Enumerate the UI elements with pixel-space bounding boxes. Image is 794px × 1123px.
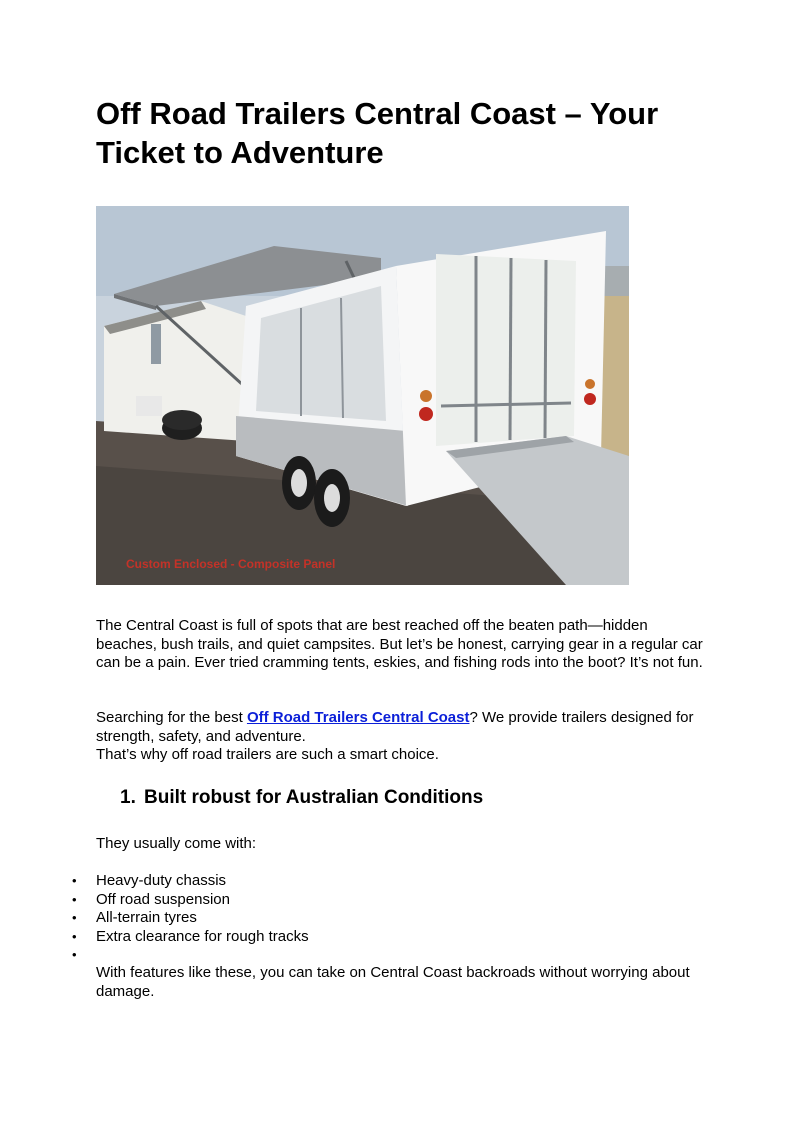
closing-paragraph: With features like these, you can take on Central Coast backroads without worrying about damage.: [96, 964, 690, 1000]
bullet-icon: •: [72, 910, 77, 925]
list-item-text: Extra clearance for rough tracks: [96, 927, 309, 945]
list-item: [0, 872, 700, 891]
intro-paragraph: The Central Coast is full of spots that are best reached off the beaten path—hidden beaches, bush trails, and quiet campsites. But let’s be honest, carrying gear in a regular car can be a pain. Ever tried cramming tents, eskies, and fishing rods into the boot? It’s not fun.: [96, 617, 703, 671]
bullet-icon: •: [72, 891, 77, 907]
search-prefix: Searching for the best: [96, 709, 247, 726]
off-road-trailers-link[interactable]: Off Road Trailers Central Coast: [246, 709, 470, 726]
feature-list: [0, 872, 700, 965]
section-heading: [120, 786, 483, 810]
list-item: [0, 891, 700, 910]
section-number: 1.: [120, 787, 136, 808]
search-paragraph: [96, 709, 706, 746]
list-item-text: Off road suspension: [96, 890, 230, 908]
list-item: [0, 928, 700, 947]
search-suffix: ? We provide trailers designed for strength, safety, and adventure.: [96, 709, 694, 745]
section-lead: They usually come with:: [96, 835, 257, 852]
page-title: Off Road Trailers Central Coast – Your Ticket to Adventure: [96, 96, 659, 170]
list-item: [0, 909, 700, 928]
list-item: [0, 946, 700, 965]
list-item-text: Heavy-duty chassis: [96, 872, 227, 889]
bullet-icon: •: [72, 947, 77, 962]
photo-caption: Custom Enclosed - Composite Panel: [126, 557, 336, 571]
section-heading-text: Built robust for Australian Conditions: [144, 787, 484, 808]
list-item-text: All-terrain tyres: [96, 909, 197, 926]
trailer-photo: [96, 206, 629, 585]
bullet-icon: •: [72, 928, 77, 944]
why-paragraph: That’s why off road trailers are such a smart choice.: [96, 746, 439, 763]
bullet-icon: •: [72, 873, 77, 888]
